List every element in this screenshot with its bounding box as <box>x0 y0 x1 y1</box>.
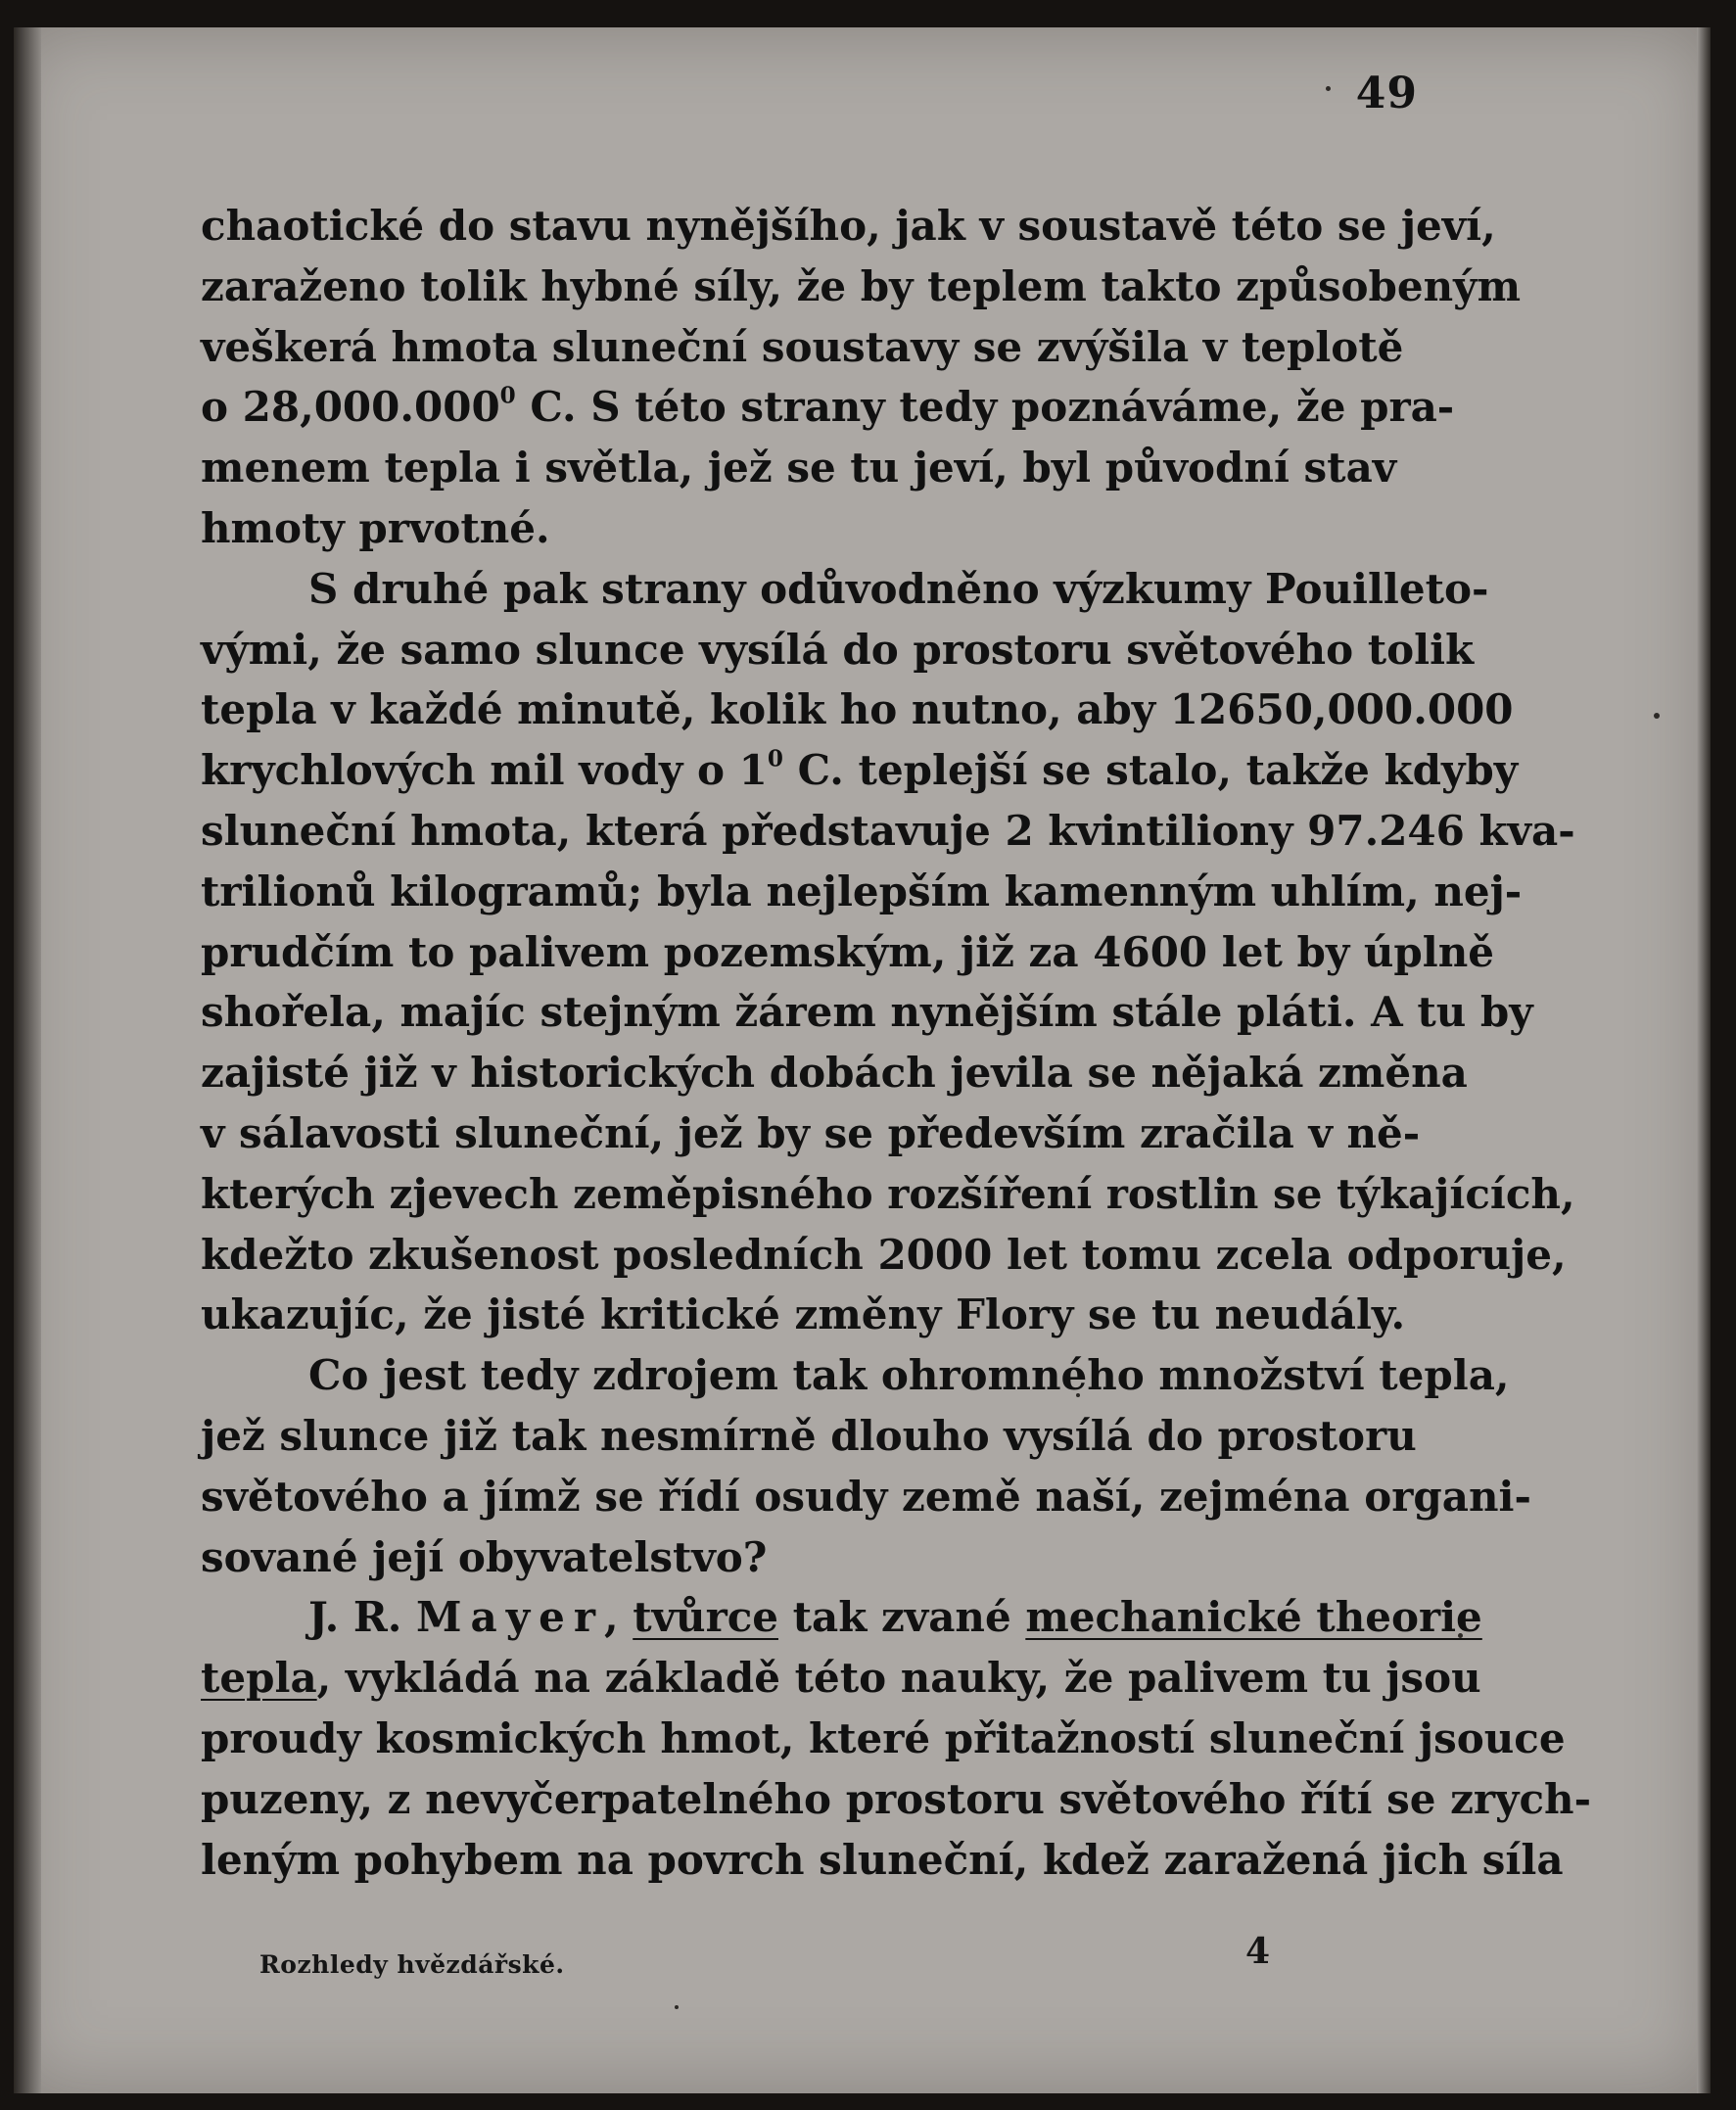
text-line: sluneční hmota, která představuje 2 kvintiliony 97.246 kva- <box>201 806 1575 855</box>
paragraph-3 <box>201 1345 1531 1587</box>
underlined-phrase: mechanické theorie <box>1025 1593 1482 1642</box>
text-line: proudy kosmických hmot, které přitažností sluneční jsouce <box>201 1713 1566 1762</box>
text-line: zaraženo tolik hybné síly, že by teplem takto způsobeným <box>201 261 1522 310</box>
page-left-edge-shadow <box>14 27 41 2093</box>
text-line: kdežto zkušenost posledních 2000 let tomu zcela odporuje, <box>201 1230 1567 1279</box>
text-line: S druhé pak strany odůvodněno výzkumy Pouilleto- <box>308 564 1489 613</box>
paragraph-2 <box>201 559 1575 1345</box>
text-line: menem tepla i světla, jež se tu jeví, byl původní stav <box>201 444 1397 492</box>
underlined-word: tvůrce <box>633 1593 778 1642</box>
text-line: hmoty prvotné. <box>201 503 550 552</box>
text-line: tepla v každé minutě, kolik ho nutno, aby 12650,000.000 <box>201 685 1514 734</box>
text-line: světového a jímž se řídí osudy země naší, zejména organi- <box>201 1472 1531 1521</box>
text-line: vými, že samo slunce vysílá do prostoru světového tolik <box>201 625 1475 674</box>
text-line: v sálavosti sluneční, jež by se především zračila v ně- <box>201 1108 1421 1157</box>
running-footer-title: Rozhledy hvězdářské. <box>259 1950 565 1979</box>
paragraph-1 <box>201 196 1522 559</box>
text-line: puzeny, z nevyčerpatelného prostoru světového řítí se zrych- <box>201 1774 1592 1823</box>
text-line: ukazujíc, že jisté kritické změny Flory se tu neudály. <box>201 1290 1406 1339</box>
paper-speck <box>1654 713 1660 719</box>
page-right-edge-shadow <box>1697 27 1711 2093</box>
text-line: krychlových mil vody o $1^0$ C. teplejší se stalo, takže kdyby <box>201 745 1519 795</box>
text-line: leným pohybem na povrch sluneční, kdež zaražená jich síla <box>201 1835 1564 1884</box>
underlined-word: tepla <box>201 1654 317 1703</box>
text-line: trilionů kilogramů; byla nejlepším kamenným uhlím, nej- <box>201 867 1523 915</box>
text-line: chaotické do stavu nynějšího, jak v soustavě této se jeví, <box>201 202 1496 250</box>
text-line: prudčím to palivem pozemským, již za 4600 let by úplně <box>201 927 1494 976</box>
signature-mark: 4 <box>1245 1931 1271 1972</box>
paper-speck <box>1326 86 1331 91</box>
text-line: jež slunce již tak nesmírně dlouho vysílá do prostoru <box>201 1411 1417 1460</box>
paragraph-4 <box>201 1587 1592 1890</box>
text-line: tepla, vykládá na základě této nauky, že palivem tu jsou <box>201 1654 1481 1703</box>
text-line: o 28,000.000$^0$ C. S této strany tedy poznáváme, že pra- <box>201 382 1455 432</box>
text-line: J. R. Mayer, tvůrce tak zvané mechanické theorie <box>308 1593 1482 1642</box>
body-text <box>201 196 1592 1890</box>
page-number: 49 <box>1355 69 1418 118</box>
paper-speck <box>675 2005 679 2009</box>
author-name: Mayer <box>416 1593 604 1642</box>
text-line: kterých zjevech zeměpisného rozšíření rostlin se týkajících, <box>201 1169 1575 1218</box>
text-line: shořela, majíc stejným žárem nynějším stále pláti. A tu by <box>201 988 1533 1037</box>
text-line: veškerá hmota sluneční soustavy se zvýšila v teplotě <box>201 322 1404 371</box>
text-line: sované její obyvatelstvo? <box>201 1532 768 1581</box>
text-line: Co jest tedy zdrojem tak ohromného množství tepla, <box>308 1351 1510 1400</box>
text-line: zajisté již v historických dobách jevila se nějaká změna <box>201 1049 1468 1098</box>
